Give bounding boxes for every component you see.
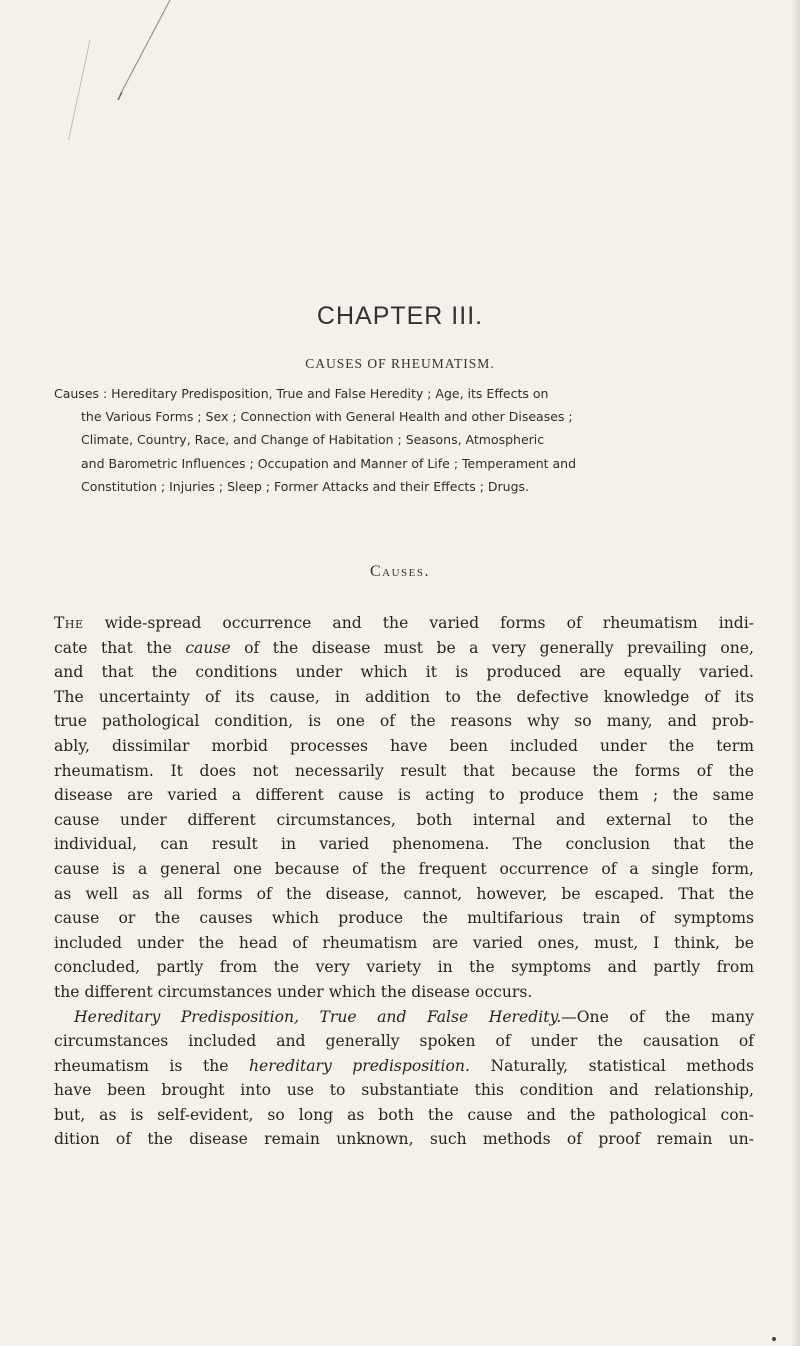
- paragraph-line: as well as all forms of the disease, cannot, however, be escaped. That the: [54, 884, 754, 903]
- chapter-title: CHAPTER III.: [316, 302, 484, 330]
- chapter-synopsis: [54, 382, 752, 498]
- page-edge-shadow: [790, 0, 800, 1346]
- chapter-heading: CAUSES OF RHEUMATISM.: [305, 356, 495, 371]
- paragraph-line: rheumatism is the hereditary predisposition. Naturally, statistical methods: [54, 1056, 754, 1075]
- paragraph-line: have been brought into use to substantiate this condition and relationship,: [54, 1081, 754, 1100]
- section-heading: Causes.: [369, 563, 430, 580]
- paragraph-line: individual, can result in varied phenomena. The conclusion that the: [54, 835, 754, 854]
- paragraph-line: rheumatism. It does not necessarily result that because the forms of the: [54, 761, 754, 780]
- paragraph-line: Hereditary Predisposition, True and False Heredity.—One of the many: [74, 1007, 754, 1026]
- pencil-mark: [60, 0, 200, 140]
- synopsis-line: Causes : Hereditary Predisposition, True and False Heredity ; Age, its Effects on: [54, 386, 549, 401]
- subsection-heading: True and False Heredity.: [319, 1007, 562, 1026]
- paragraph-line: cause or the causes which produce the multifarious train of symptoms: [54, 909, 754, 928]
- paragraph-line: disease are varied a different cause is acting to produce them ; the same: [54, 786, 754, 805]
- synopsis-line: and Barometric Influences ; Occupation and Manner of Life ; Temperament and: [81, 455, 577, 471]
- paragraph-line: The wide-spread occurrence and the varied forms of rheumatism indi-: [54, 614, 754, 632]
- subsection-heading: Hereditary Predisposition,: [74, 1007, 299, 1026]
- paragraph-line: ably, dissimilar morbid processes have been included under the term: [54, 736, 754, 755]
- paragraph-line: true pathological condition, is one of the reasons why so many, and prob-: [54, 712, 754, 731]
- body-text: [54, 611, 754, 1152]
- paragraph-first-word: The: [54, 614, 84, 632]
- synopsis-line: Constitution ; Injuries ; Sleep ; Former Attacks and their Effects ; Drugs.: [81, 478, 529, 494]
- paragraph-line: and that the conditions under which it is produced are equally varied.: [54, 663, 754, 682]
- paragraph-line: cause under different circumstances, both internal and external to the: [54, 810, 754, 829]
- paragraph-line: cate that the cause of the disease must be a very generally prevailing one,: [54, 638, 754, 657]
- page-speck: [772, 1337, 776, 1341]
- paragraph-line: concluded, partly from the very variety in the symptoms and partly from: [54, 958, 754, 977]
- paragraph-line: The uncertainty of its cause, in addition to the defective knowledge of its: [54, 687, 754, 706]
- paragraph-line: cause is a general one because of the frequent occurrence of a single form,: [54, 859, 754, 878]
- synopsis-line: Climate, Country, Race, and Change of Habitation ; Seasons, Atmospheric: [81, 432, 545, 448]
- synopsis-line: the Various Forms ; Sex ; Connection with General Health and other Diseases ;: [81, 409, 573, 425]
- paragraph-line: the different circumstances under which the disease occurs.: [54, 982, 533, 1001]
- paragraph-line: but, as is self-evident, so long as both the cause and the pathological con-: [54, 1105, 754, 1124]
- paragraph-line: circumstances included and generally spoken of under the causation of: [54, 1032, 754, 1051]
- paragraph-line: included under the head of rheumatism are varied ones, must, I think, be: [54, 933, 754, 952]
- paragraph-line: dition of the disease remain unknown, such methods of proof remain un-: [54, 1130, 754, 1149]
